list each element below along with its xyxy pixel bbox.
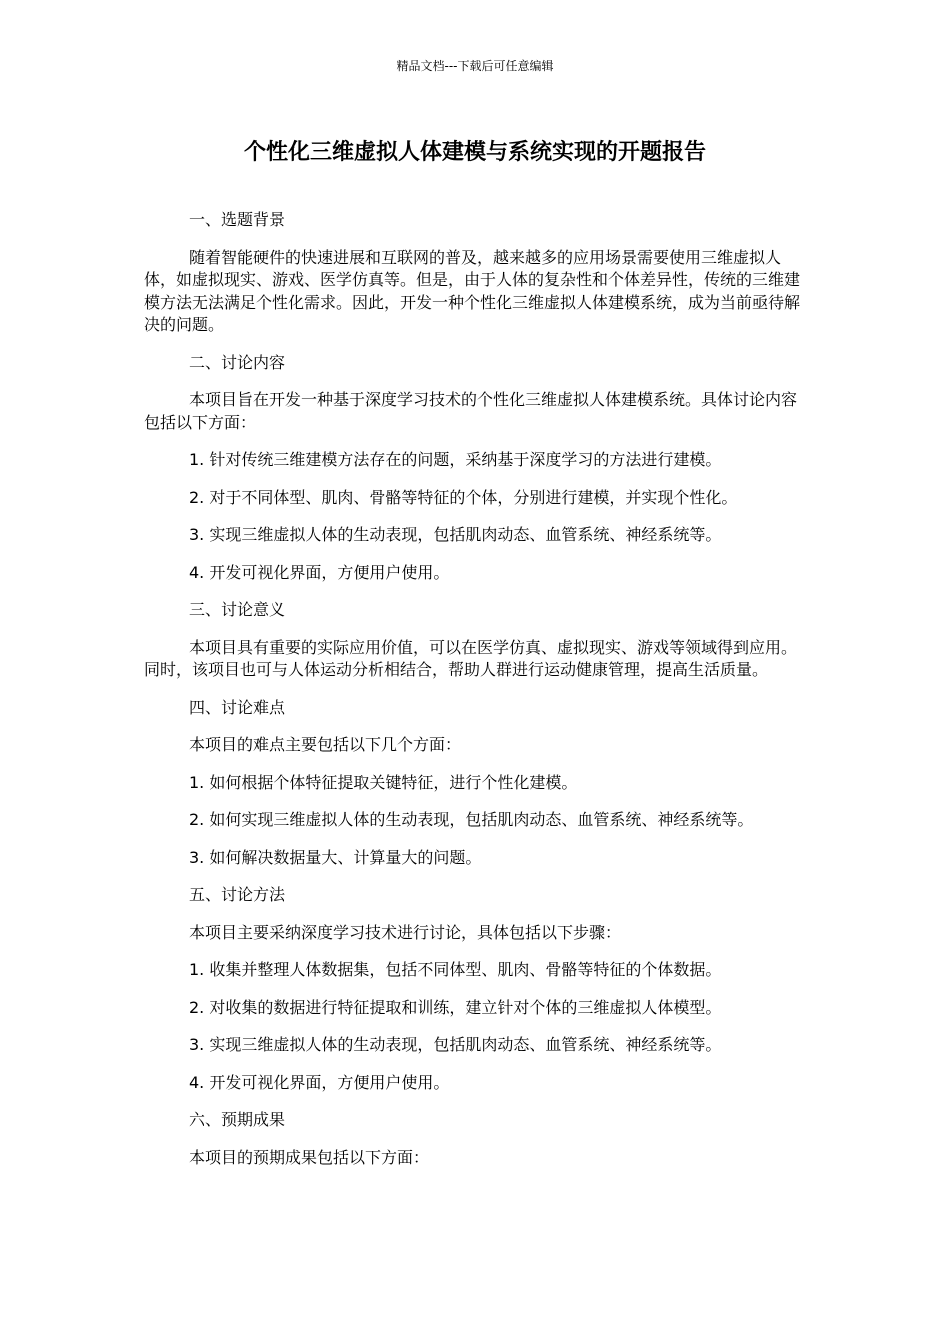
content-paragraph: 本项目旨在开发一种基于深度学习技术的个性化三维虚拟人体建模系统。具体讨论内容包括以下方面： <box>144 390 798 432</box>
method-item: 3. 实现三维虚拟人体的生动表现，包括肌肉动态、血管系统、神经系统等。 <box>189 1035 722 1054</box>
document-title: 个性化三维虚拟人体建模与系统实现的开题报告 <box>243 140 706 165</box>
difficulties-intro: 本项目的难点主要包括以下几个方面： <box>189 735 462 754</box>
method-item: 4. 开发可视化界面，方便用户使用。 <box>189 1072 450 1092</box>
methods-intro: 本项目主要采纳深度学习技术进行讨论，具体包括以下步骤： <box>189 922 622 942</box>
difficulty-item: 1. 如何根据个体特征提取关键特征，进行个性化建模。 <box>189 772 578 792</box>
document-body <box>144 209 806 1184</box>
header-note: 精品文档---下载后可任意编辑 <box>396 59 554 73</box>
method-item: 1. 收集并整理人体数据集，包括不同体型、肌肉、骨骼等特征的个体数据。 <box>189 960 722 979</box>
section-heading-difficulties: 四、讨论难点 <box>189 697 286 717</box>
section-heading-significance: 三、讨论意义 <box>189 600 286 619</box>
significance-paragraph: 本项目具有重要的实际应用价值，可以在医学仿真、虚拟现实、游戏等领域得到应用。同时，该项目也可与人体运动分析相结合，帮助人群进行运动健康管理，提高生活质量。 <box>144 637 798 679</box>
content-item: 3. 实现三维虚拟人体的生动表现，包括肌肉动态、血管系统、神经系统等。 <box>189 525 722 544</box>
content-item: 1. 针对传统三维建模方法存在的问题，采纳基于深度学习的方法进行建模。 <box>189 450 722 469</box>
content-item: 2. 对于不同体型、肌肉、骨骼等特征的个体，分别进行建模，并实现个性化。 <box>189 487 738 507</box>
section-heading-background: 一、选题背景 <box>189 210 286 229</box>
background-paragraph: 随着智能硬件的快速进展和互联网的普及，越来越多的应用场景需要使用三维虚拟人体，如虚拟现实、游戏、医学仿真等。但是，由于人体的复杂性和个体差异性，传统的三维建模方法无法满足个性化需求。因此，开发一种个性化三维虚拟人体建模系统，成为当前亟待解决的问题。 <box>144 247 801 334</box>
section-heading-outcomes: 六、预期成果 <box>189 1110 286 1129</box>
outcomes-intro: 本项目的预期成果包括以下方面： <box>189 1147 430 1167</box>
method-item: 2. 对收集的数据进行特征提取和训练，建立针对个体的三维虚拟人体模型。 <box>189 997 722 1017</box>
difficulty-item: 3. 如何解决数据量大、计算量大的问题。 <box>189 847 482 867</box>
content-item: 4. 开发可视化界面，方便用户使用。 <box>189 562 450 582</box>
section-heading-content: 二、讨论内容 <box>189 352 286 372</box>
section-heading-methods: 五、讨论方法 <box>189 885 286 904</box>
difficulty-item: 2. 如何实现三维虚拟人体的生动表现，包括肌肉动态、血管系统、神经系统等。 <box>189 810 754 829</box>
